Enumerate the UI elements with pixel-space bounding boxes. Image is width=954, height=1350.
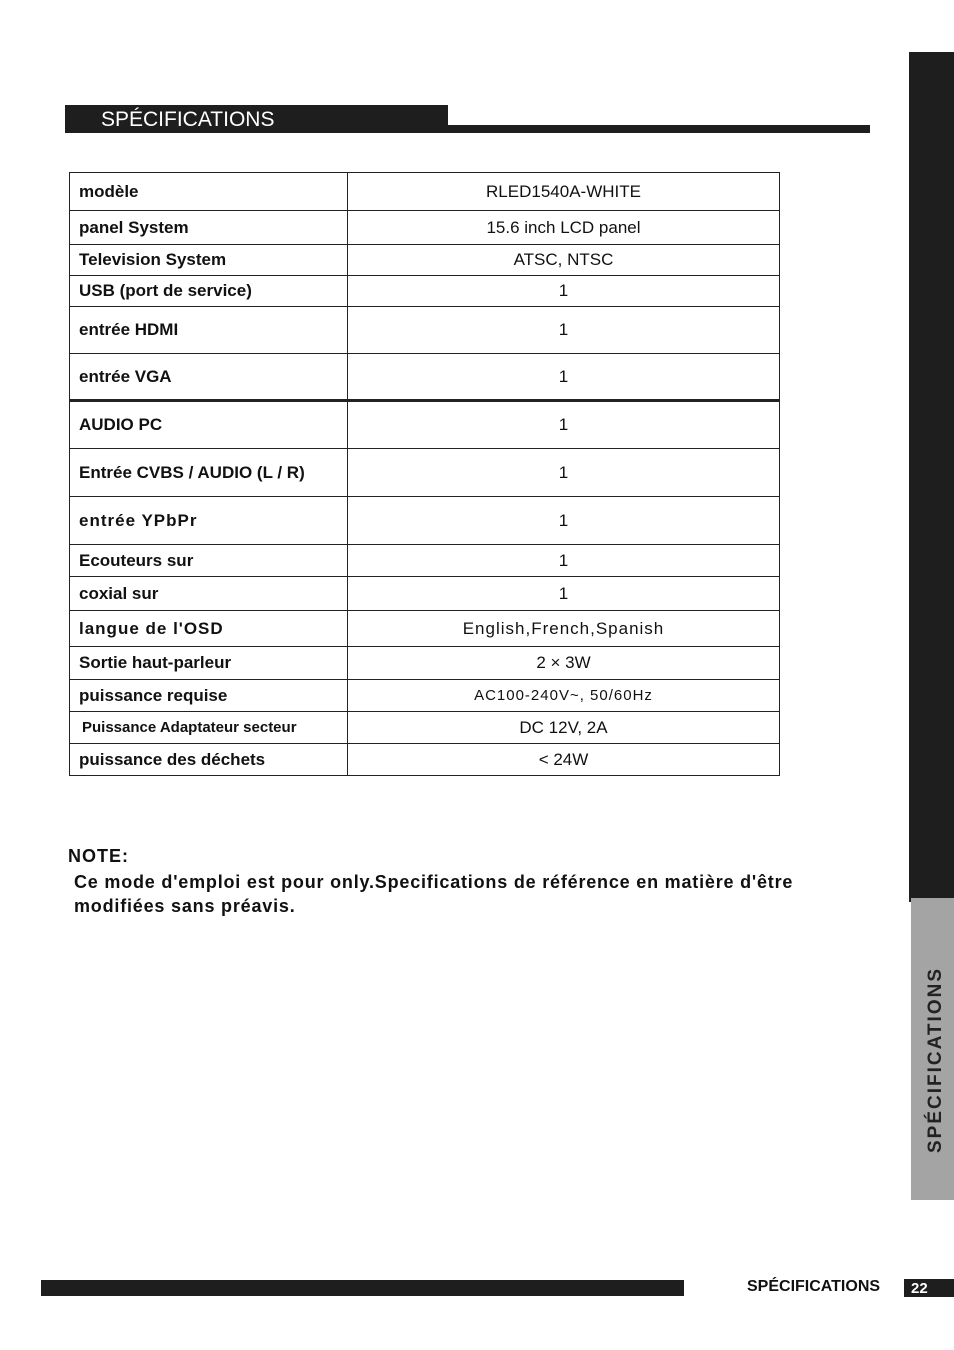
spec-row xyxy=(70,712,780,744)
footer-title: SPÉCIFICATIONS xyxy=(747,1278,881,1295)
page-number: 22 xyxy=(904,1279,954,1297)
spec-row xyxy=(70,449,780,497)
spec-value: 1 xyxy=(348,307,780,354)
note-text: Ce mode d'emploi est pour only.Specifications de référence en matière d'être modifiées sans préavis. xyxy=(74,872,794,916)
spec-value: 15.6 inch LCD panel xyxy=(348,211,780,245)
spec-value: 1 xyxy=(348,577,780,611)
spec-value: 1 xyxy=(348,545,780,577)
spec-value: 2 × 3W xyxy=(348,647,780,680)
spec-row xyxy=(70,497,780,545)
footer-bar xyxy=(41,1280,684,1296)
spec-label: entrée YPbPr xyxy=(70,497,348,545)
spec-row xyxy=(70,354,780,401)
note-heading: NOTE: xyxy=(68,846,129,866)
spec-value: ATSC, NTSC xyxy=(348,245,780,276)
spec-label: langue de l'OSD xyxy=(70,611,348,647)
spec-value: DC 12V, 2A xyxy=(348,712,780,744)
spec-label: Entrée CVBS / AUDIO (L / R) xyxy=(70,449,348,497)
spec-row xyxy=(70,245,780,276)
spec-value: < 24W xyxy=(348,744,780,776)
spec-label: entrée HDMI xyxy=(70,307,348,354)
spec-label: modèle xyxy=(70,173,348,211)
section-header: SPÉCIFICATIONS xyxy=(65,105,448,133)
spec-value: 1 xyxy=(348,354,780,401)
spec-row xyxy=(70,577,780,611)
spec-label: AUDIO PC xyxy=(70,401,348,449)
spec-label: USB (port de service) xyxy=(70,276,348,307)
header-rule xyxy=(448,125,870,133)
spec-value: RLED1540A-WHITE xyxy=(348,173,780,211)
spec-value: 1 xyxy=(348,497,780,545)
spec-row xyxy=(70,276,780,307)
spec-row xyxy=(70,680,780,712)
spec-row xyxy=(70,744,780,776)
spec-value: 1 xyxy=(348,449,780,497)
spec-row xyxy=(70,647,780,680)
spec-row xyxy=(70,611,780,647)
spec-row xyxy=(70,211,780,245)
spec-row xyxy=(70,545,780,577)
spec-label: entrée VGA xyxy=(70,354,348,401)
spec-label: puissance des déchets xyxy=(70,744,348,776)
side-tab-label: SPÉCIFICATIONS xyxy=(925,967,946,1153)
spec-value: English,French,Spanish xyxy=(348,611,780,647)
side-bar-dark xyxy=(909,52,954,902)
spec-label: puissance requise xyxy=(70,680,348,712)
spec-value: 1 xyxy=(348,401,780,449)
spec-row xyxy=(70,173,780,211)
spec-row xyxy=(70,307,780,354)
spec-label: panel System xyxy=(70,211,348,245)
spec-value: 1 xyxy=(348,276,780,307)
spec-row xyxy=(70,401,780,449)
spec-label: Puissance Adaptateur secteur xyxy=(70,712,348,744)
spec-label: Sortie haut-parleur xyxy=(70,647,348,680)
spec-label: Television System xyxy=(70,245,348,276)
spec-label: Ecouteurs sur xyxy=(70,545,348,577)
spec-label: coxial sur xyxy=(70,577,348,611)
spec-table xyxy=(69,172,780,776)
spec-value: AC100-240V~, 50/60Hz xyxy=(348,680,780,712)
